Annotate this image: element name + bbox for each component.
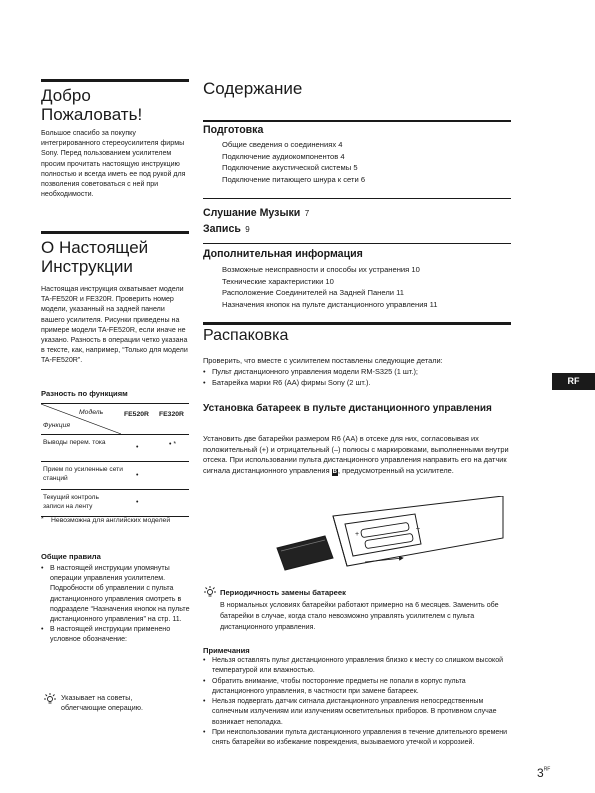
- rules-list: [41, 563, 191, 645]
- col-fe320r: FE320R: [159, 411, 184, 418]
- list-item: • Пульт дистанционного управления модели RM-S325 (1 шт.);: [203, 367, 513, 378]
- unpack-rule: [203, 322, 511, 325]
- welcome-title: Добро Пожаловать!: [41, 86, 143, 124]
- toc-items-preparation: [222, 139, 502, 185]
- features-table: [41, 403, 189, 517]
- tip-icon: [203, 585, 217, 603]
- list-item: • В настоящей инструкции упомянуты операции управления усилителем. Подробности об управлении с пульта дистанционного управления смотреть в подразделе “Назначения кнопок на пульте дистанционного управления” на стр. 11.: [41, 563, 191, 624]
- function-label: Функция: [43, 422, 71, 429]
- list-item: Возможные неисправности и способы их устранения 10: [222, 265, 420, 274]
- toc-section-listening: Слушание Музыки 7: [203, 207, 310, 219]
- replacement-heading: Периодичность замены батареек: [220, 588, 346, 597]
- table-row: Текущий контроль записи на ленту •: [41, 490, 189, 517]
- list-item: • При неиспользовании пульта дистанционного управления в течение длительного времени снять батарейки во избежание повреждения, вызываемого утечкой и коррозией.: [203, 728, 515, 749]
- replacement-text: В нормальных условиях батарейки работают примерно на 6 месяцев. Заменить обе батарейки в случае, когда стало невозможно управлять усилителем с пульта дистанционного управления.: [220, 601, 499, 631]
- col-fe520r: FE520R: [124, 411, 149, 418]
- battery-heading: Установка батареек в пульте дистанционного управления: [203, 403, 492, 414]
- about-text: Настоящая инструкция охватывает модели TA-FE520R и FE320R. Проверить номер модели, указанный на задней панели вашего усилителя. Рисунки приведены на примере модели TA-FE520R, если иначе не указано. Разность в операции четко указана в тексте, как, например, “Только для модели TA-FE520R”.: [41, 285, 188, 365]
- about-top-rule: [41, 231, 189, 234]
- footnote-mark: *: [41, 516, 44, 523]
- battery-text: Установить две батарейки размером R6 (AA) в отсеке для них, согласовывая их положительный (+) и отрицательный (–) полюсы с маркировками, выполненными внутри отсека. При использовании пульта дистанционного управления направить его на датчик сигнала дистанционного управления B, предусмотренный на усилителе.: [203, 434, 509, 475]
- list-item: Подключение питающего шнура к сети 6: [222, 174, 366, 184]
- tip-icon: [43, 692, 57, 710]
- list-item: Подключение аудиокомпонентов 4: [222, 151, 345, 161]
- list-item: • Батарейка марки R6 (AA) фирмы Sony (2 шт.).: [203, 378, 513, 389]
- list-item: Назначения кнопок на пульте дистанционного управления 11: [222, 299, 438, 309]
- features-heading: Разность по функциям: [41, 389, 128, 398]
- language-tab: RF: [552, 373, 595, 390]
- footnote: Невозможна для английских моделей: [51, 517, 171, 524]
- notes-heading: Примечания: [203, 646, 250, 655]
- toc-rule-1: [203, 120, 511, 122]
- toc-section-preparation: Подготовка: [203, 124, 264, 136]
- svg-text:+: +: [355, 531, 360, 538]
- table-row: Прием по усиленные сети станций •: [41, 462, 189, 490]
- list-item: Подключение акустической системы 5: [222, 163, 358, 172]
- welcome-top-rule: [41, 79, 189, 82]
- list-item: Общие сведения о соединениях 4: [222, 140, 343, 149]
- about-title: О Настоящей Инструкции: [41, 238, 149, 276]
- list-item: Расположение Соединителей на Задней Панели 11: [222, 288, 405, 297]
- toc-items-additional: [222, 264, 512, 310]
- toc-rule-3: [203, 243, 511, 244]
- list-item: • В настоящей инструкции применено условное обозначение:: [41, 624, 191, 644]
- toc-section-recording: Запись 9: [203, 223, 250, 235]
- unpack-list: [203, 367, 513, 388]
- notes-list: [203, 656, 515, 749]
- model-label: Модель: [79, 409, 104, 416]
- tip-text: Указывает на советы, облегчающие операцию.: [61, 694, 143, 713]
- welcome-text: Большое спасибо за покупку интегрированного стереоусилителя фирмы Sony. Перед пользованием усилителем просим прочитать настоящую инструкцию полностью и всегда иметь ее под рукой для позволения советоваться с ней при необходимости.: [41, 129, 186, 199]
- unpack-intro: Проверить, что вместе с усилителем поставлены следующие детали:: [203, 356, 443, 365]
- list-item: • Нельзя оставлять пульт дистанционного управления близко к месту со слишком высокой температурой или влажностью.: [203, 656, 515, 677]
- list-item: Технические характеристики 10: [222, 276, 334, 286]
- remote-battery-illustration: [275, 496, 505, 571]
- list-item: • Обратить внимание, чтобы посторонние предметы не попали в корпус пульта дистанционного управления, в частности при замене батареек.: [203, 677, 515, 698]
- sensor-symbol: B: [332, 468, 337, 475]
- page-number: $3^{RF}$: [537, 766, 551, 780]
- toc-title: Содержание: [203, 79, 303, 98]
- svg-text:–: –: [416, 525, 420, 532]
- unpack-title: Распаковка: [203, 327, 289, 344]
- toc-rule-2: [203, 198, 511, 199]
- rules-heading: Общие правила: [41, 552, 101, 561]
- toc-section-additional: Дополнительная информация: [203, 248, 363, 260]
- list-item: • Нельзя подвергать датчик сигнала дистанционного управления непосредственным солнечным излучениям или излучениям осветительных приборов. В противном случае возникает неполадка.: [203, 697, 515, 728]
- table-row: Выводы перем. тока • • *: [41, 435, 189, 462]
